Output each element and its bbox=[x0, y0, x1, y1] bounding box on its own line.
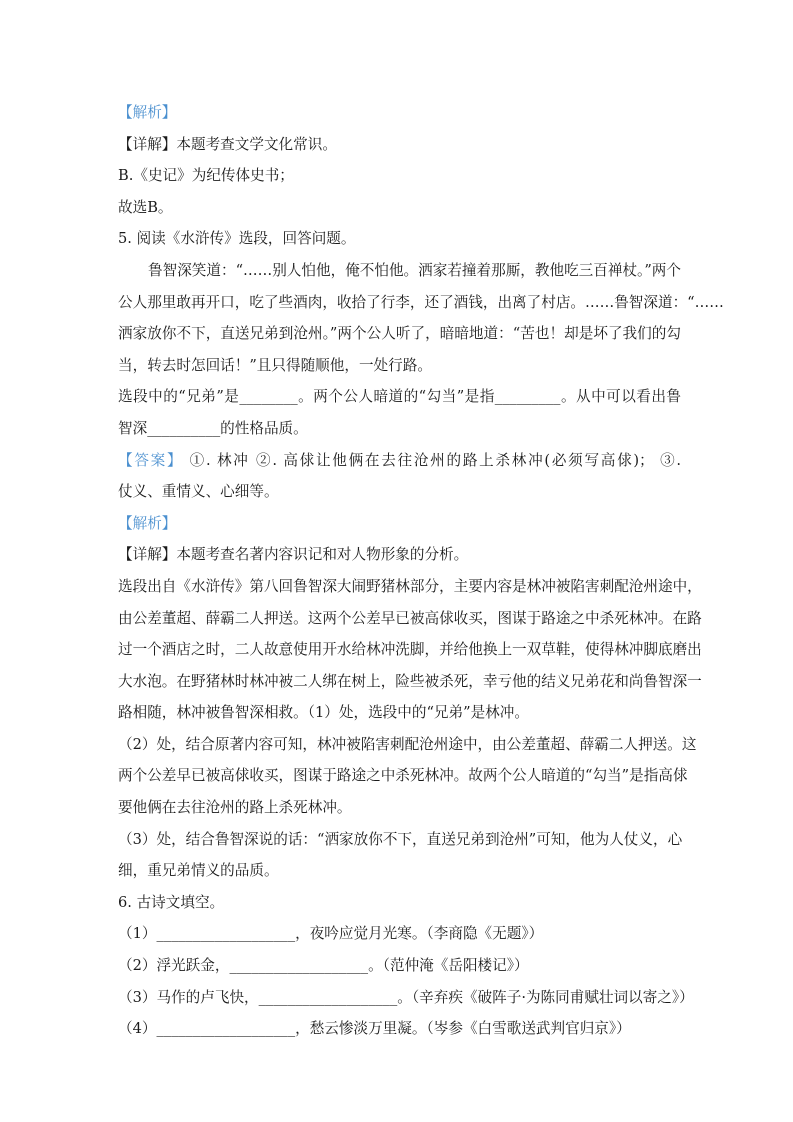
passage-line: 洒家放你不下，直送兄弟到沧州。”两个公人听了，暗暗地道：“苦也！却是坏了我们的勾 bbox=[118, 325, 681, 343]
answer-tag: 【答案】 bbox=[118, 451, 184, 469]
document-page bbox=[118, 97, 724, 1045]
question-5-title: 5. 阅读《水浒传》选段，回答问题。 bbox=[118, 230, 356, 248]
answer-3: ③. bbox=[660, 451, 682, 469]
poem-fill-item: （2）浮光跃金，___________________。（范仲淹《岳阳楼记》） bbox=[118, 957, 529, 975]
conclusion-text: 故选B。 bbox=[118, 198, 173, 216]
question-6-title: 6. 古诗文填空。 bbox=[118, 893, 225, 911]
detail-line: 【详解】本题考查名著内容识记和对人物形象的分析。 bbox=[118, 546, 469, 564]
passage-line: 鲁智深笑道：“……别人怕他，俺不怕他。洒家若撞着那厮，教他吃三百禅杖。”两个 bbox=[148, 261, 681, 279]
answer-1: ①. 林冲 bbox=[189, 451, 250, 469]
analysis-tag: 【解析】 bbox=[118, 104, 177, 121]
detail-line: 过一个酒店之时，二人故意使用开水给林冲洗脚，并给他换上一双草鞋，使得林冲脚底磨出 bbox=[118, 641, 702, 659]
answer-2: ②. 高俅让他俩在去往沧州的路上杀林冲(必须写高俅)； bbox=[256, 451, 654, 469]
passage-line: 当，转去时怎回话！”且只得随顺他，一处行路。 bbox=[118, 356, 432, 374]
detail-line: 由公差董超、薛霸二人押送。这两个公差早已被高俅收买，图谋于路途之中杀死林冲。在路 bbox=[118, 609, 702, 627]
analysis-tag: 【解析】 bbox=[118, 514, 177, 532]
detail-line: 要他俩在去往沧州的路上杀死林冲。 bbox=[118, 799, 352, 817]
poem-fill-item: （1）___________________，夜吟应觉月光寒。（李商隐《无题》） bbox=[118, 925, 544, 943]
answer-continued: 仗义、重情义、心细等。 bbox=[118, 483, 279, 501]
detail-line: （3）处，结合鲁智深说的话：“洒家放你不下，直送兄弟到沧州”可知，他为人仗义，心 bbox=[118, 830, 683, 848]
detail-line: 两个公差早已被高俅收买，图谋于路途之中杀死林冲。故两个公人暗道的“勾当”是指高俅 bbox=[118, 767, 688, 785]
detail-line: 选段出自《水浒传》第八回鲁智深大闹野猪林部分，主要内容是林冲被陷害刺配沧州途中， bbox=[118, 577, 702, 595]
poem-fill-item: （4）___________________，愁云惨淡万里凝。（岑参《白雪歌送武判官归京》） bbox=[118, 1020, 631, 1038]
answer-line bbox=[118, 445, 681, 477]
question-line: 智深__________的性格品质。 bbox=[118, 419, 308, 437]
detail-line: 大水泡。在野猪林时林冲被二人绑在树上，险些被杀死，幸亏他的结义兄弟花和尚鲁智深一 bbox=[118, 672, 702, 690]
question-line: 选段中的“兄弟”是________。两个公人暗道的“勾当”是指_________。从中可以看出鲁 bbox=[118, 388, 681, 406]
option-b-text: B.《史记》为纪传体史书； bbox=[118, 167, 294, 185]
detail-line: 细，重兄弟情义的品质。 bbox=[118, 862, 279, 880]
poem-fill-item: （3）马作的卢飞快，___________________。（辛弃疾《破阵子·为陈同甫赋壮词以寄之》） bbox=[118, 988, 694, 1006]
detail-text: 【详解】本题考查文学文化常识。 bbox=[118, 135, 337, 153]
detail-line: （2）处，结合原著内容可知，林冲被陷害刺配沧州途中，由公差董超、薛霸二人押送。这 bbox=[118, 735, 697, 753]
passage-line: 公人那里敢再开口，吃了些酒肉，收拾了行李，还了酒钱，出离了村店。……鲁智深道：“…… bbox=[118, 293, 724, 311]
detail-line: 路相随，林冲被鲁智深相救。（1）处，选段中的“兄弟”是林冲。 bbox=[118, 704, 529, 722]
